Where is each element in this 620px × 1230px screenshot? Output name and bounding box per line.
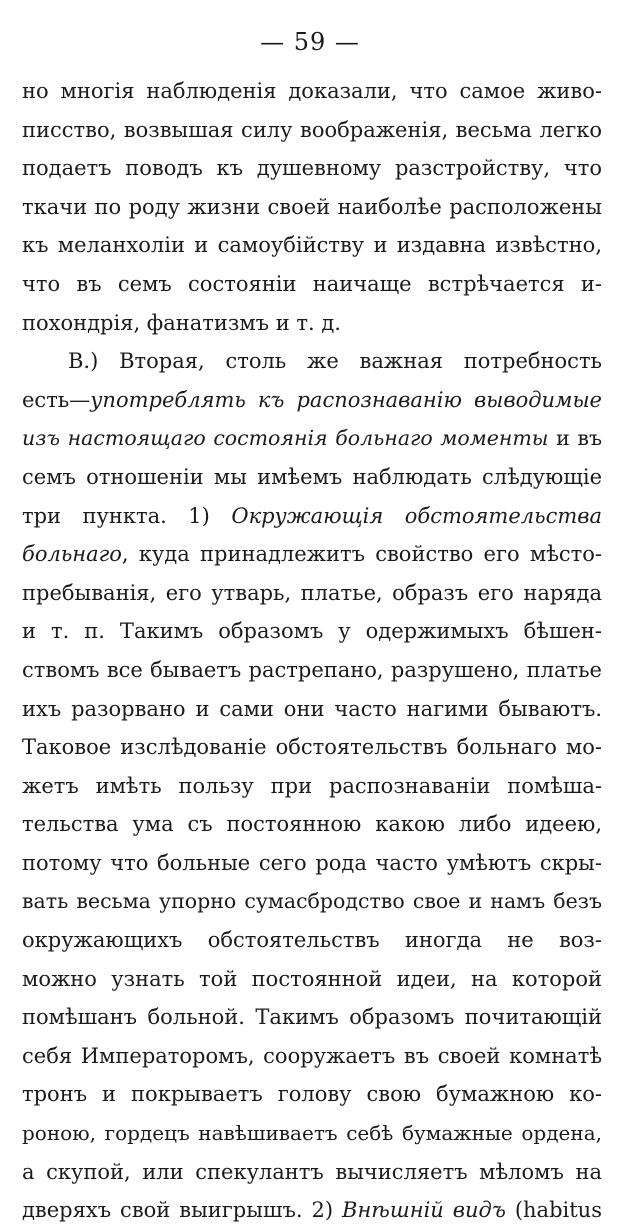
text-line [22, 535, 602, 574]
text-run: роною, гордецъ навѣшиваетъ себѣ бумажные ордена, [22, 1121, 602, 1146]
text-line [22, 882, 602, 921]
text-run: помѣшанъ больной. Такимъ образомъ почитающій [22, 1005, 602, 1030]
text-run: вать весьма упорно сумасбродство свое и намъ безъ [22, 889, 602, 914]
text-line [22, 960, 602, 999]
text-run: B.) Вторая, столь же важная потребность [68, 349, 602, 374]
text-run: окружающихъ обстоятельствъ иногда не воз- [22, 928, 602, 953]
text-line [22, 1037, 602, 1076]
text-run: есть— [22, 387, 91, 412]
text-run: тельства ума съ постоянною какою либо идеею, [22, 812, 602, 837]
text-run: къ меланхоліи и самоубійству и издавна извѣстно, [22, 233, 602, 258]
text-line [22, 188, 602, 227]
text-run: пребыванія, его утварь, платье, образъ его наряда [22, 580, 602, 605]
text-line [22, 111, 602, 150]
text-line [22, 342, 602, 381]
text-run: можно узнать той постоянной идеи, на которой [22, 966, 602, 991]
text-run: ткачи по роду жизни своей наиболѣе расположены [22, 194, 602, 219]
text-run: Таковое изслѣдованіе обстоятельствъ больнаго мо- [22, 735, 602, 760]
text-line [22, 149, 602, 188]
text-line [22, 612, 602, 651]
text-run: что въ семъ состояніи наичаще встрѣчается и- [22, 271, 602, 296]
text-run: , куда принадлежитъ свойство его мѣсто- [121, 542, 602, 567]
text-run: (habitus [505, 1198, 602, 1223]
text-run: ствомъ все бываетъ растрепано, разрушено, платье [22, 657, 602, 682]
text-line [22, 1114, 602, 1153]
text-run: а скупой, или спекулантъ вычисляетъ мѣломъ на [22, 1159, 602, 1184]
text-line [22, 728, 602, 767]
text-line [22, 767, 602, 806]
italic-text: Внѣшній видъ [342, 1198, 506, 1223]
text-run: подаетъ поводъ къ душевному разстройству, что [22, 156, 602, 181]
text-line [22, 1191, 602, 1230]
italic-text: употреблять къ распознаванію выводимые [90, 387, 602, 412]
italic-text: больнаго [22, 542, 122, 567]
text-run: и т. п. Такимъ образомъ у одержимыхъ бѣшен- [22, 619, 602, 644]
text-run: дверяхъ свой выигрышъ. 2) [22, 1198, 343, 1223]
text-run: семъ отношеніи мы имѣемъ наблюдать слѣдующіе [22, 464, 602, 489]
text-line [22, 419, 602, 458]
text-line [22, 265, 602, 304]
text-run: но многія наблюденія доказали, что самое живо- [22, 79, 602, 103]
text-run: ихъ разорвано и сами они часто нагими бываютъ. [22, 696, 602, 721]
italic-text: Окружающія обстоятельства [231, 503, 602, 528]
text-line [22, 574, 602, 613]
page-number: — 59 — [260, 28, 360, 56]
text-run: потому что больные сего рода часто умѣютъ скры- [22, 850, 602, 875]
text-line [22, 497, 602, 536]
text-line [22, 304, 602, 343]
text-run: и въ [548, 426, 602, 451]
text-line [22, 226, 602, 265]
text-line [22, 651, 602, 690]
text-line [22, 381, 602, 420]
text-run: жетъ имѣть пользу при распознаваніи помѣша- [22, 773, 602, 798]
text-line [22, 72, 602, 111]
text-run: себя Императоромъ, сооружаетъ въ своей комнатѣ [22, 1043, 602, 1068]
text-line [22, 1153, 602, 1192]
text-run: тронъ и покрываетъ голову свою бумажною ко- [22, 1082, 602, 1107]
text-line [22, 921, 602, 960]
text-line [22, 458, 602, 497]
text-line [22, 690, 602, 729]
italic-text: изъ настоящаго состоянія больнаго моменты [22, 426, 549, 451]
text-run: писство, возвышая силу воображенія, весьма легко [22, 117, 602, 142]
text-line [22, 805, 602, 844]
text-line [22, 1075, 602, 1114]
text-run: три пункта. 1) [22, 503, 232, 528]
text-line [22, 844, 602, 883]
text-line [22, 998, 602, 1037]
text-run: похондрія, фанатизмъ и т. д. [22, 310, 341, 335]
body-text [22, 72, 602, 1230]
